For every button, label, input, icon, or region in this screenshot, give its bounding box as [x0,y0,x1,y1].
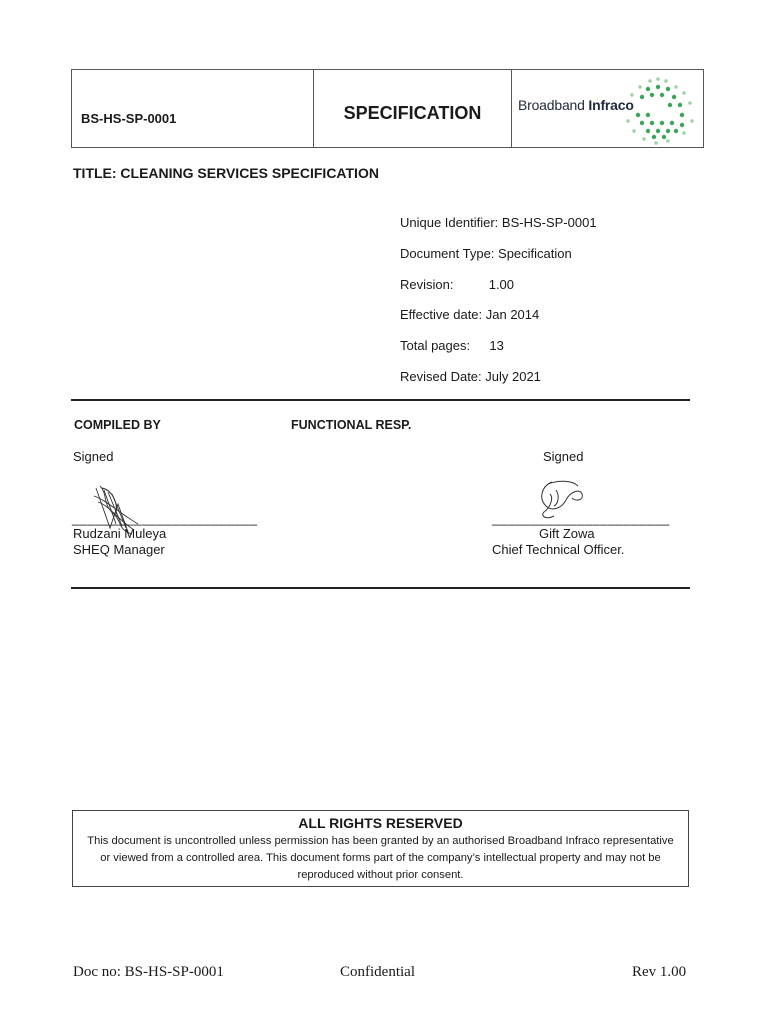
rights-body: This document is uncontrolled unless permission has been granted by an authorised Broadband Infraco representative or viewed from a controlled area. This document forms part of the company’s intellectual property and may not be reproduced without prior consent. [87,835,674,881]
unique-identifier: Unique Identifier: BS-HS-SP-0001 [400,215,597,230]
total-pages-label: Total pages: [400,338,471,353]
footer-revision: Rev 1.00 [632,964,687,980]
header-doc-id: BS-HS-SP-0001 [81,111,177,126]
document-type: Document Type: Specification [400,246,572,261]
revised-date: Revised Date: July 2021 [400,369,541,384]
header-doc-kind-cell [314,70,512,147]
functional-resp-label: FUNCTIONAL RESP. [291,418,412,432]
document-header-table [71,69,704,148]
divider-top [71,399,690,401]
effective-date: Effective date: Jan 2014 [400,307,540,322]
revision-row [400,277,514,292]
all-rights-reserved-box [72,810,689,887]
functional-resp-signature-line: _______________________ [492,511,670,526]
compiled-by-signed: Signed [73,449,114,464]
footer-doc-no: Doc no: BS-HS-SP-0001 [73,964,224,980]
functional-resp-name: Gift Zowa [539,526,595,541]
total-pages-row [400,338,504,353]
logo-word-infraco: Infraco [588,97,634,113]
company-logo [512,70,703,147]
header-doc-kind: SPECIFICATION [343,103,482,123]
compiled-by-role: SHEQ Manager [73,542,165,557]
functional-resp-signed: Signed [543,449,584,464]
revision-label: Revision: [400,277,454,292]
footer-classification: Confidential [340,964,415,980]
document-title: TITLE: CLEANING SERVICES SPECIFICATION [73,165,379,181]
logo-dot-cluster-icon [620,75,702,147]
divider-bottom [71,587,690,589]
header-doc-id-cell [72,70,314,147]
rights-title: ALL RIGHTS RESERVED [298,815,463,831]
revision-value: 1.00 [488,277,515,292]
compiled-by-name: Rudzani Muleya [73,526,167,541]
total-pages-value: 13 [489,338,504,353]
compiled-by-signature-line: ________________________ [72,511,258,526]
logo-word-broadband: Broadband [518,97,585,113]
logo-wordmark [518,97,634,113]
functional-resp-role: Chief Technical Officer. [492,542,625,557]
compiled-by-label: COMPILED BY [74,418,161,432]
